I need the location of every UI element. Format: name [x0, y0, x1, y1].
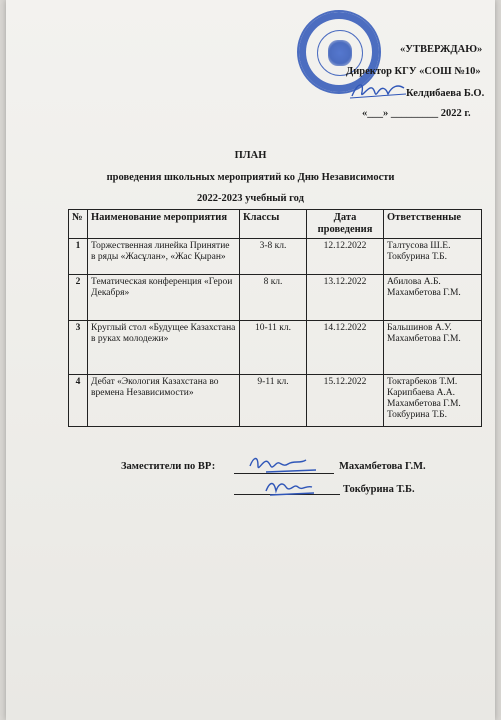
deputy-name-2: Токбурина Т.Б. [343, 484, 415, 495]
table-row [69, 375, 482, 427]
row-date: 15.12.2022 [307, 375, 384, 427]
col-header-date: Дата проведения [307, 210, 384, 239]
row-classes: 3-8 кл. [240, 239, 307, 275]
row-event: Тематическая конференция «Герои Декабря» [88, 275, 240, 321]
signature-line-1 [234, 473, 334, 474]
table-header-row [69, 210, 482, 239]
row-date: 12.12.2022 [307, 239, 384, 275]
row-number: 4 [69, 375, 88, 427]
plan-subtitle: проведения школьных мероприятий ко Дню Независимости [106, 172, 395, 183]
events-table [68, 209, 482, 427]
deputies-label: Заместители по ВР: [121, 461, 216, 472]
row-number: 1 [69, 239, 88, 275]
col-header-classes: Классы [240, 210, 307, 239]
document-page [6, 0, 495, 720]
director-position: Директор КГУ «СОШ №10» [346, 66, 481, 77]
table-row [69, 321, 482, 375]
col-header-event: Наименование мероприятия [88, 210, 240, 239]
row-event: Дебат «Экология Казахстана во времена Независимости» [88, 375, 240, 427]
row-classes: 9-11 кл. [240, 375, 307, 427]
row-responsible: Талтусова Ш.Е. Токбурина Т.Б. [384, 239, 482, 275]
table-row [69, 239, 482, 275]
row-event: Торжественная линейка Принятие в ряды «Жасұлан», «Жас Қыран» [88, 239, 240, 275]
row-number: 3 [69, 321, 88, 375]
deputy-name-1: Махамбетова Г.М. [339, 461, 426, 472]
row-date: 14.12.2022 [307, 321, 384, 375]
row-event: Круглый стол «Будущее Казахстана в руках молодежи» [88, 321, 240, 375]
signature-line-2 [234, 494, 340, 495]
plan-title: ПЛАН [234, 150, 267, 161]
row-date: 13.12.2022 [307, 275, 384, 321]
school-seal-stamp [297, 10, 381, 94]
approval-date: «___» _________ 2022 г. [362, 108, 471, 119]
row-number: 2 [69, 275, 88, 321]
approval-title: «УТВЕРЖДАЮ» [400, 44, 483, 55]
row-classes: 10-11 кл. [240, 321, 307, 375]
col-header-responsible: Ответственные [384, 210, 482, 239]
row-responsible: Токтарбеков Т.М. Карипбаева А.А. Махамбетова Г.М. Токбурина Т.Б. [384, 375, 482, 427]
director-name: Келдибаева Б.О. [406, 88, 485, 99]
table-row [69, 275, 482, 321]
academic-year: 2022-2023 учебный год [197, 193, 304, 204]
col-header-number: № [69, 210, 88, 239]
row-responsible: Абилова А.Б. Махамбетова Г.М. [384, 275, 482, 321]
deputy-signature-2 [262, 475, 322, 499]
row-classes: 8 кл. [240, 275, 307, 321]
row-responsible: Бальшинов А.У. Махамбетова Г.М. [384, 321, 482, 375]
